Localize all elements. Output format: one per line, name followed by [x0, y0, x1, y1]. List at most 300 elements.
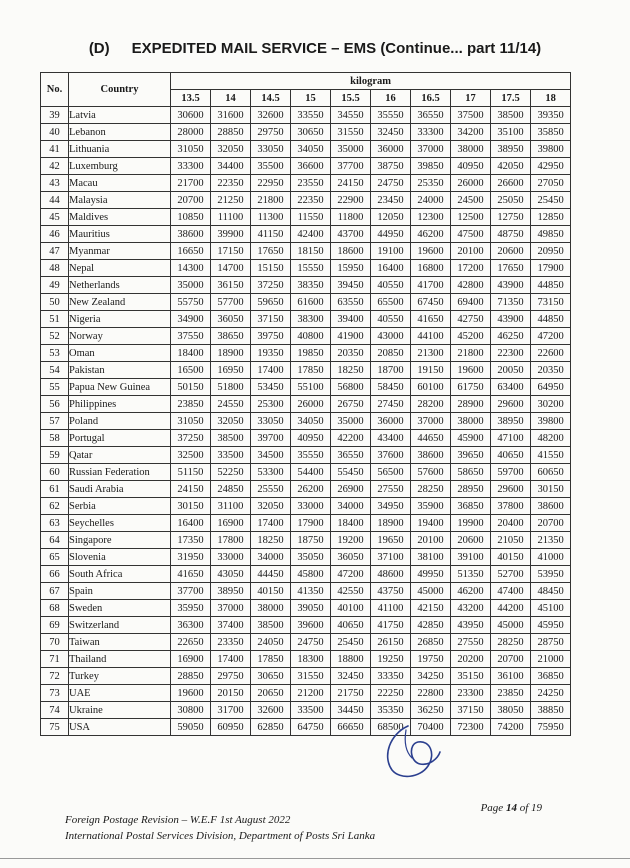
rate-cell: 30800 — [171, 702, 211, 719]
row-number: 49 — [41, 277, 69, 294]
rate-cell: 31700 — [211, 702, 251, 719]
rate-cell: 11800 — [331, 209, 371, 226]
country-name: Seychelles — [69, 515, 171, 532]
rate-cell: 35000 — [331, 413, 371, 430]
country-name: Qatar — [69, 447, 171, 464]
rate-cell: 27550 — [371, 481, 411, 498]
rate-cell: 20650 — [251, 685, 291, 702]
rate-cell: 43950 — [451, 617, 491, 634]
rate-cell: 18750 — [291, 532, 331, 549]
row-number: 63 — [41, 515, 69, 532]
rate-cell: 31550 — [291, 668, 331, 685]
rate-cell: 18400 — [171, 345, 211, 362]
rate-cell: 18600 — [331, 243, 371, 260]
rate-cell: 62850 — [251, 719, 291, 736]
row-number: 70 — [41, 634, 69, 651]
rate-cell: 17150 — [211, 243, 251, 260]
rate-cell: 33350 — [371, 668, 411, 685]
table-row — [41, 396, 571, 413]
rate-cell: 22800 — [411, 685, 451, 702]
row-number: 45 — [41, 209, 69, 226]
rate-cell: 18250 — [331, 362, 371, 379]
table-row — [41, 362, 571, 379]
table-row — [41, 566, 571, 583]
country-name: Slovenia — [69, 549, 171, 566]
rate-cell: 39850 — [411, 158, 451, 175]
rate-cell: 42750 — [451, 311, 491, 328]
row-number: 60 — [41, 464, 69, 481]
country-name: Ukraine — [69, 702, 171, 719]
rate-cell: 40650 — [491, 447, 531, 464]
rate-cell: 66650 — [331, 719, 371, 736]
rate-cell: 59700 — [491, 464, 531, 481]
rate-cell: 37000 — [411, 141, 451, 158]
table-row — [41, 413, 571, 430]
row-number: 43 — [41, 175, 69, 192]
rate-cell: 11300 — [251, 209, 291, 226]
rate-cell: 38000 — [251, 600, 291, 617]
rate-cell: 40150 — [251, 583, 291, 600]
rate-cell: 40100 — [331, 600, 371, 617]
rate-cell: 18700 — [371, 362, 411, 379]
rate-cell: 30150 — [531, 481, 571, 498]
country-name: Thailand — [69, 651, 171, 668]
row-number: 53 — [41, 345, 69, 362]
rate-cell: 31950 — [171, 549, 211, 566]
rate-cell: 22650 — [171, 634, 211, 651]
rate-cell: 40150 — [491, 549, 531, 566]
row-number: 40 — [41, 124, 69, 141]
rate-cell: 25050 — [491, 192, 531, 209]
page-suffix: of 19 — [516, 802, 542, 814]
rate-cell: 34450 — [331, 702, 371, 719]
rate-cell: 34500 — [251, 447, 291, 464]
rate-cell: 26900 — [331, 481, 371, 498]
rate-cell: 35550 — [291, 447, 331, 464]
rate-cell: 54400 — [291, 464, 331, 481]
rate-cell: 23350 — [211, 634, 251, 651]
rate-cell: 20200 — [451, 651, 491, 668]
rate-cell: 18300 — [291, 651, 331, 668]
country-name: Oman — [69, 345, 171, 362]
rate-cell: 14700 — [211, 260, 251, 277]
table-row — [41, 685, 571, 702]
rate-cell: 53300 — [251, 464, 291, 481]
rate-cell: 56800 — [331, 379, 371, 396]
rate-cell: 48750 — [491, 226, 531, 243]
rate-cell: 17400 — [251, 362, 291, 379]
rate-cell: 41100 — [371, 600, 411, 617]
rate-cell: 37400 — [211, 617, 251, 634]
rate-cell: 38350 — [291, 277, 331, 294]
rate-cell: 18400 — [331, 515, 371, 532]
rate-cell: 21800 — [251, 192, 291, 209]
weight-header: 13.5 — [171, 90, 211, 107]
rate-cell: 20050 — [491, 362, 531, 379]
rate-cell: 34000 — [331, 498, 371, 515]
rate-cell: 41650 — [171, 566, 211, 583]
rate-cell: 48600 — [371, 566, 411, 583]
rate-cell: 42200 — [331, 430, 371, 447]
rate-cell: 50150 — [171, 379, 211, 396]
rate-cell: 10850 — [171, 209, 211, 226]
table-row — [41, 379, 571, 396]
rate-cell: 39600 — [291, 617, 331, 634]
country-name: Poland — [69, 413, 171, 430]
rate-cell: 33000 — [211, 549, 251, 566]
country-name: Singapore — [69, 532, 171, 549]
rate-cell: 39050 — [291, 600, 331, 617]
rate-cell: 20150 — [211, 685, 251, 702]
rate-cell: 73150 — [531, 294, 571, 311]
rate-cell: 28750 — [531, 634, 571, 651]
country-name: New Zealand — [69, 294, 171, 311]
rate-cell: 23850 — [491, 685, 531, 702]
rate-cell: 38600 — [531, 498, 571, 515]
rate-cell: 40550 — [371, 311, 411, 328]
rate-cell: 22250 — [371, 685, 411, 702]
country-name: Philippines — [69, 396, 171, 413]
rate-cell: 47100 — [491, 430, 531, 447]
rate-cell: 20100 — [451, 243, 491, 260]
rate-cell: 20350 — [331, 345, 371, 362]
row-number: 74 — [41, 702, 69, 719]
rate-cell: 32600 — [251, 107, 291, 124]
table-row — [41, 141, 571, 158]
country-name: Saudi Arabia — [69, 481, 171, 498]
row-number: 54 — [41, 362, 69, 379]
rate-cell: 28000 — [171, 124, 211, 141]
rate-cell: 59650 — [251, 294, 291, 311]
table-row — [41, 481, 571, 498]
rate-cell: 51150 — [171, 464, 211, 481]
rate-cell: 42850 — [411, 617, 451, 634]
rate-cell: 30650 — [291, 124, 331, 141]
rate-cell: 52250 — [211, 464, 251, 481]
footer — [65, 812, 375, 844]
rate-cell: 36550 — [411, 107, 451, 124]
row-number: 71 — [41, 651, 69, 668]
rate-cell: 19900 — [451, 515, 491, 532]
rate-cell: 23450 — [371, 192, 411, 209]
rate-cell: 20400 — [491, 515, 531, 532]
rate-cell: 37000 — [211, 600, 251, 617]
table-row — [41, 515, 571, 532]
row-number: 41 — [41, 141, 69, 158]
rate-cell: 18900 — [371, 515, 411, 532]
footer-line-division: International Postal Services Division, Department of Posts Sri Lanka — [65, 830, 376, 842]
rate-cell: 39350 — [531, 107, 571, 124]
rate-cell: 32500 — [171, 447, 211, 464]
rate-cell: 37800 — [491, 498, 531, 515]
rate-cell: 36150 — [211, 277, 251, 294]
rate-cell: 29600 — [491, 481, 531, 498]
rate-cell: 33550 — [291, 107, 331, 124]
rate-cell: 41750 — [371, 617, 411, 634]
rate-cell: 43200 — [451, 600, 491, 617]
rate-cell: 38950 — [491, 413, 531, 430]
rate-cell: 28850 — [211, 124, 251, 141]
rate-cell: 30150 — [171, 498, 211, 515]
rate-cell: 26150 — [371, 634, 411, 651]
rate-cell: 41550 — [531, 447, 571, 464]
row-number: 72 — [41, 668, 69, 685]
rate-cell: 32050 — [251, 498, 291, 515]
rate-cell: 69400 — [451, 294, 491, 311]
rate-cell: 37250 — [251, 277, 291, 294]
row-number: 65 — [41, 549, 69, 566]
rate-cell: 58650 — [451, 464, 491, 481]
rate-cell: 19150 — [411, 362, 451, 379]
rate-cell: 40800 — [291, 328, 331, 345]
rate-cell: 19600 — [171, 685, 211, 702]
rate-cell: 36550 — [331, 447, 371, 464]
rate-cell: 34900 — [171, 311, 211, 328]
row-number: 46 — [41, 226, 69, 243]
row-number: 47 — [41, 243, 69, 260]
country-name: Maldives — [69, 209, 171, 226]
rate-cell: 51350 — [451, 566, 491, 583]
page-prefix: Page — [480, 802, 506, 814]
country-name: Lithuania — [69, 141, 171, 158]
rate-cell: 38300 — [291, 311, 331, 328]
rate-cell: 12750 — [491, 209, 531, 226]
rate-cell: 36300 — [171, 617, 211, 634]
rate-cell: 37600 — [371, 447, 411, 464]
table-row — [41, 260, 571, 277]
country-name: UAE — [69, 685, 171, 702]
rate-cell: 20350 — [531, 362, 571, 379]
table-row — [41, 277, 571, 294]
rate-cell: 36250 — [411, 702, 451, 719]
country-name: Mauritius — [69, 226, 171, 243]
row-number: 75 — [41, 719, 69, 736]
rate-table-body — [41, 107, 571, 736]
rate-cell: 46200 — [411, 226, 451, 243]
rate-cell: 21200 — [291, 685, 331, 702]
kilogram-header: kilogram — [171, 73, 571, 90]
table-row — [41, 617, 571, 634]
rate-cell: 43900 — [491, 277, 531, 294]
rate-cell: 39450 — [331, 277, 371, 294]
rate-cell: 38500 — [491, 107, 531, 124]
row-number: 42 — [41, 158, 69, 175]
rate-cell: 22300 — [491, 345, 531, 362]
rate-cell: 63400 — [491, 379, 531, 396]
rate-cell: 64950 — [531, 379, 571, 396]
rate-cell: 39100 — [451, 549, 491, 566]
rate-cell: 45900 — [451, 430, 491, 447]
rate-cell: 53450 — [251, 379, 291, 396]
rate-cell: 19400 — [411, 515, 451, 532]
rate-cell: 21700 — [171, 175, 211, 192]
rate-cell: 34550 — [331, 107, 371, 124]
weight-header: 14 — [211, 90, 251, 107]
rate-cell: 20100 — [411, 532, 451, 549]
rate-cell: 12300 — [411, 209, 451, 226]
rate-cell: 41700 — [411, 277, 451, 294]
rate-cell: 11550 — [291, 209, 331, 226]
rate-cell: 32600 — [251, 702, 291, 719]
table-row — [41, 175, 571, 192]
country-name: USA — [69, 719, 171, 736]
rate-cell: 17850 — [251, 651, 291, 668]
weight-header: 15 — [291, 90, 331, 107]
rate-cell: 37500 — [451, 107, 491, 124]
row-number: 52 — [41, 328, 69, 345]
row-number: 56 — [41, 396, 69, 413]
rate-cell: 20600 — [451, 532, 491, 549]
rate-cell: 33300 — [171, 158, 211, 175]
rate-cell: 60100 — [411, 379, 451, 396]
rate-cell: 28900 — [451, 396, 491, 413]
rate-cell: 44950 — [371, 226, 411, 243]
table-row — [41, 430, 571, 447]
rate-cell: 29750 — [211, 668, 251, 685]
rate-cell: 32050 — [211, 413, 251, 430]
weight-header: 17 — [451, 90, 491, 107]
table-row — [41, 447, 571, 464]
rate-cell: 26600 — [491, 175, 531, 192]
rate-cell: 61600 — [291, 294, 331, 311]
rate-cell: 24850 — [211, 481, 251, 498]
rate-cell: 16400 — [171, 515, 211, 532]
rate-cell: 75950 — [531, 719, 571, 736]
rate-cell: 34000 — [251, 549, 291, 566]
rate-cell: 17650 — [251, 243, 291, 260]
table-row — [41, 498, 571, 515]
row-number: 39 — [41, 107, 69, 124]
rate-cell: 21050 — [491, 532, 531, 549]
rate-cell: 21750 — [331, 685, 371, 702]
rate-cell: 20700 — [531, 515, 571, 532]
rate-cell: 17900 — [291, 515, 331, 532]
page-current: 14 — [505, 802, 517, 814]
rate-cell: 21350 — [531, 532, 571, 549]
rate-cell: 27550 — [451, 634, 491, 651]
rate-cell: 67450 — [411, 294, 451, 311]
rate-cell: 24750 — [291, 634, 331, 651]
rate-cell: 37700 — [331, 158, 371, 175]
rate-cell: 35500 — [251, 158, 291, 175]
table-row — [41, 124, 571, 141]
row-number: 62 — [41, 498, 69, 515]
rate-cell: 38500 — [211, 430, 251, 447]
section-title: EXPEDITED MAIL SERVICE – EMS (Continue... part 11/14) — [131, 40, 542, 57]
rate-cell: 38600 — [411, 447, 451, 464]
rate-cell: 42400 — [291, 226, 331, 243]
rate-cell: 37250 — [171, 430, 211, 447]
country-name: Papua New Guinea — [69, 379, 171, 396]
row-number: 55 — [41, 379, 69, 396]
rate-cell: 19250 — [371, 651, 411, 668]
row-number: 68 — [41, 600, 69, 617]
rate-cell: 72300 — [451, 719, 491, 736]
table-row — [41, 243, 571, 260]
rate-cell: 42950 — [531, 158, 571, 175]
rate-cell: 34950 — [371, 498, 411, 515]
rate-cell: 35100 — [491, 124, 531, 141]
table-row — [41, 600, 571, 617]
rate-cell: 39800 — [531, 413, 571, 430]
rate-cell: 28850 — [171, 668, 211, 685]
rate-cell: 31550 — [331, 124, 371, 141]
rate-cell: 35150 — [451, 668, 491, 685]
rate-cell: 35050 — [291, 549, 331, 566]
rate-cell: 37150 — [451, 702, 491, 719]
table-row — [41, 107, 571, 124]
rate-cell: 20950 — [531, 243, 571, 260]
rate-cell: 20600 — [491, 243, 531, 260]
table-row — [41, 583, 571, 600]
rate-cell: 51800 — [211, 379, 251, 396]
rate-cell: 17900 — [531, 260, 571, 277]
row-number: 66 — [41, 566, 69, 583]
rate-cell: 45200 — [451, 328, 491, 345]
rate-cell: 42800 — [451, 277, 491, 294]
rate-cell: 33050 — [251, 413, 291, 430]
country-name: Norway — [69, 328, 171, 345]
rate-cell: 14300 — [171, 260, 211, 277]
rate-cell: 37550 — [171, 328, 211, 345]
rate-cell: 35350 — [371, 702, 411, 719]
rate-cell: 35000 — [331, 141, 371, 158]
rate-cell: 36850 — [531, 668, 571, 685]
rate-cell: 26000 — [291, 396, 331, 413]
rate-cell: 32450 — [331, 668, 371, 685]
signature — [378, 722, 448, 784]
rate-cell: 35000 — [171, 277, 211, 294]
rate-cell: 17850 — [291, 362, 331, 379]
rate-cell: 46250 — [491, 328, 531, 345]
rate-cell: 17650 — [491, 260, 531, 277]
rate-cell: 41350 — [291, 583, 331, 600]
rate-cell: 55450 — [331, 464, 371, 481]
rate-cell: 42550 — [331, 583, 371, 600]
rate-cell: 31600 — [211, 107, 251, 124]
rate-cell: 37100 — [371, 549, 411, 566]
rate-cell: 37700 — [171, 583, 211, 600]
rate-cell: 48200 — [531, 430, 571, 447]
rate-cell: 53950 — [531, 566, 571, 583]
table-row — [41, 345, 571, 362]
rate-cell: 38000 — [451, 413, 491, 430]
rate-cell: 40650 — [331, 617, 371, 634]
rate-cell: 57700 — [211, 294, 251, 311]
no-column-header: No. — [41, 73, 69, 107]
rate-cell: 34250 — [411, 668, 451, 685]
rate-cell: 43900 — [491, 311, 531, 328]
rate-cell: 26000 — [451, 175, 491, 192]
rate-cell: 28950 — [451, 481, 491, 498]
rate-cell: 38100 — [411, 549, 451, 566]
rate-cell: 57600 — [411, 464, 451, 481]
rate-cell: 16800 — [411, 260, 451, 277]
rate-cell: 26200 — [291, 481, 331, 498]
country-name: Lebanon — [69, 124, 171, 141]
rate-cell: 19200 — [331, 532, 371, 549]
table-row — [41, 158, 571, 175]
rate-cell: 16500 — [171, 362, 211, 379]
weight-header: 16.5 — [411, 90, 451, 107]
rate-cell: 19650 — [371, 532, 411, 549]
rate-cell: 15150 — [251, 260, 291, 277]
rate-cell: 19600 — [451, 362, 491, 379]
rate-cell: 58450 — [371, 379, 411, 396]
rate-cell: 30600 — [171, 107, 211, 124]
table-row — [41, 549, 571, 566]
rate-cell: 24000 — [411, 192, 451, 209]
